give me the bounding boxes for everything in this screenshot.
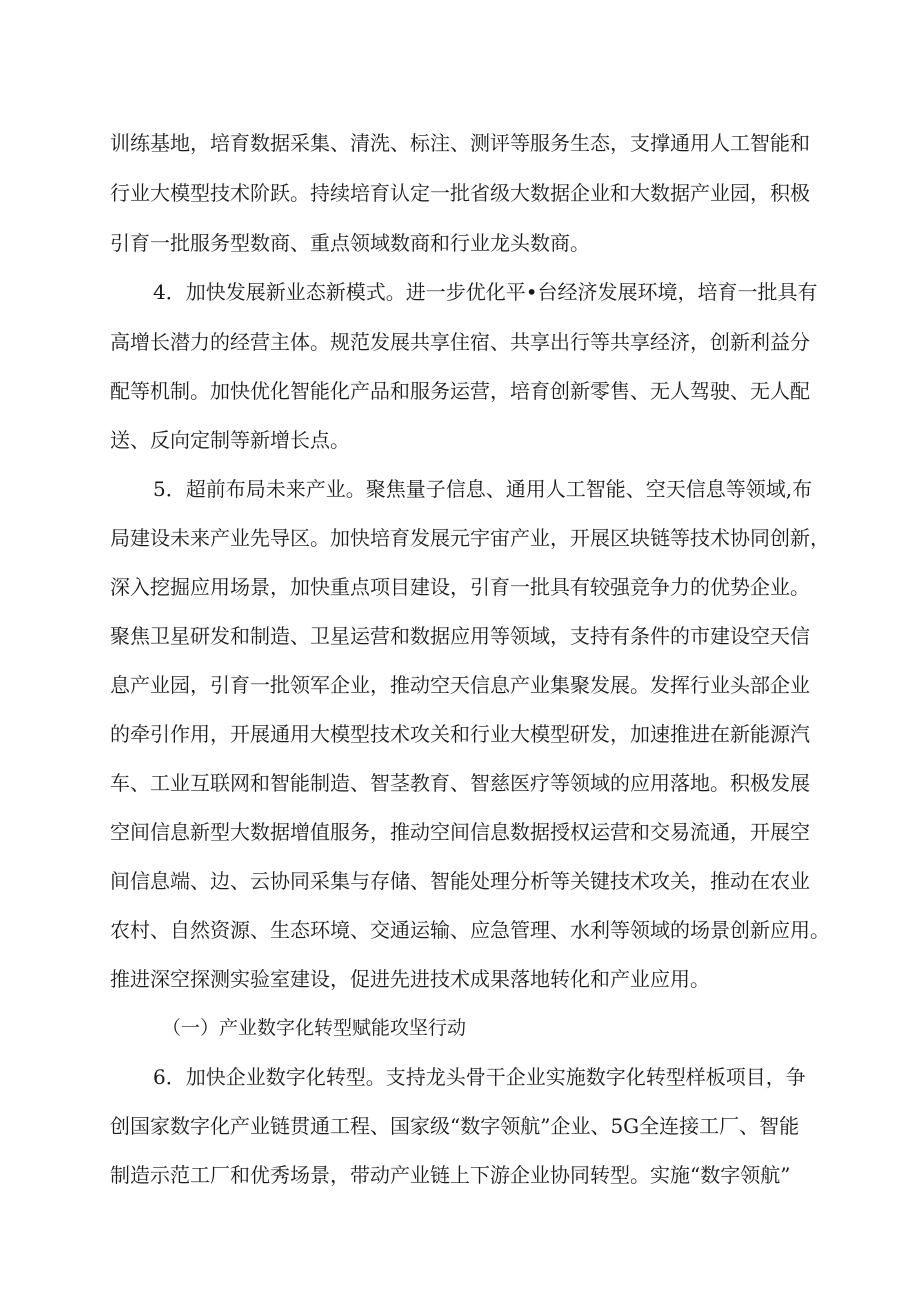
- paragraph-line: 的牵引作用，开展通用大模型技术攻关和行业大模型研发，加速推进在新能源汽: [110, 722, 810, 746]
- paragraph-line: 行业大模型技术阶跃。持续培育认定一批省级大数据企业和大数据产业园，积极: [110, 181, 810, 205]
- paragraph-line: 局建设未来产业先导区。加快培育发展元宇宙产业，开展区块链等技术协同创新，: [110, 526, 830, 550]
- paragraph-line: 空间信息新型大数据增值服务，推动空间信息数据授权运营和交易流通，开展空: [110, 820, 810, 844]
- paragraph-line: 4．加快发展新业态新模式。进一步优化平•台经济发展环境，培育一批具有: [153, 280, 818, 304]
- paragraph-line: 推进深空探测实验室建设，促进先进技术成果落地转化和产业应用。: [110, 967, 710, 991]
- paragraph-line: 送、反向定制等新增长点。: [110, 428, 350, 452]
- paragraph-line: 农村、自然资源、生态环境、交通运输、应急管理、水利等领域的场景创新应用。: [110, 918, 830, 942]
- paragraph-line: 车、工业互联网和智能制造、智茎教育、智慈医疗等领域的应用落地。积极发展: [110, 771, 810, 795]
- paragraph-line: 训练基地，培育数据采集、清洗、标注、测评等服务生态，支撑通用人工智能和: [110, 131, 810, 155]
- paragraph-line: 制造示范工厂和优秀场景，带动产业链上下游企业协同转型。实施“数字领航”: [110, 1163, 791, 1187]
- section-heading: （一）产业数字化转型赋能攻坚行动: [162, 1017, 467, 1039]
- paragraph-line: 引育一批服务型数商、重点领域数商和行业龙头数商。: [110, 231, 590, 255]
- paragraph-line: 高增长潜力的经营主体。规范发展共享住宿、共享出行等共享经济，创新利益分: [110, 330, 810, 354]
- paragraph-line: 深入挖掘应用场景，加快重点项目建设，引育一批具有较强竞争力的优势企业。: [110, 575, 810, 599]
- paragraph-line: 6．加快企业数字化转型。支持龙头骨干企业实施数字化转型样板项目，争: [153, 1065, 806, 1089]
- paragraph-line: 息产业园，引育一批领军企业，推动空天信息产业集聚发展。发挥行业头部企业: [110, 673, 810, 697]
- paragraph-line: 聚焦卫星研发和制造、卫星运营和数据应用等领域，支持有条件的市建设空天信: [110, 624, 810, 648]
- paragraph-line: 间信息端、边、云协同采集与存储、智能处理分析等关键技术攻关，推动在农业: [110, 869, 810, 893]
- paragraph-line: 创国家数字化产业链贯通工程、国家级“数字领航”企业、5G全连接工厂、智能: [110, 1114, 800, 1138]
- paragraph-line: 配等机制。加快优化智能化产品和服务运营，培育创新零售、无人驾驶、无人配: [110, 379, 810, 403]
- paragraph-line: 5．超前布局未来产业。聚焦量子信息、通用人工智能、空天信息等领域,布: [153, 477, 813, 501]
